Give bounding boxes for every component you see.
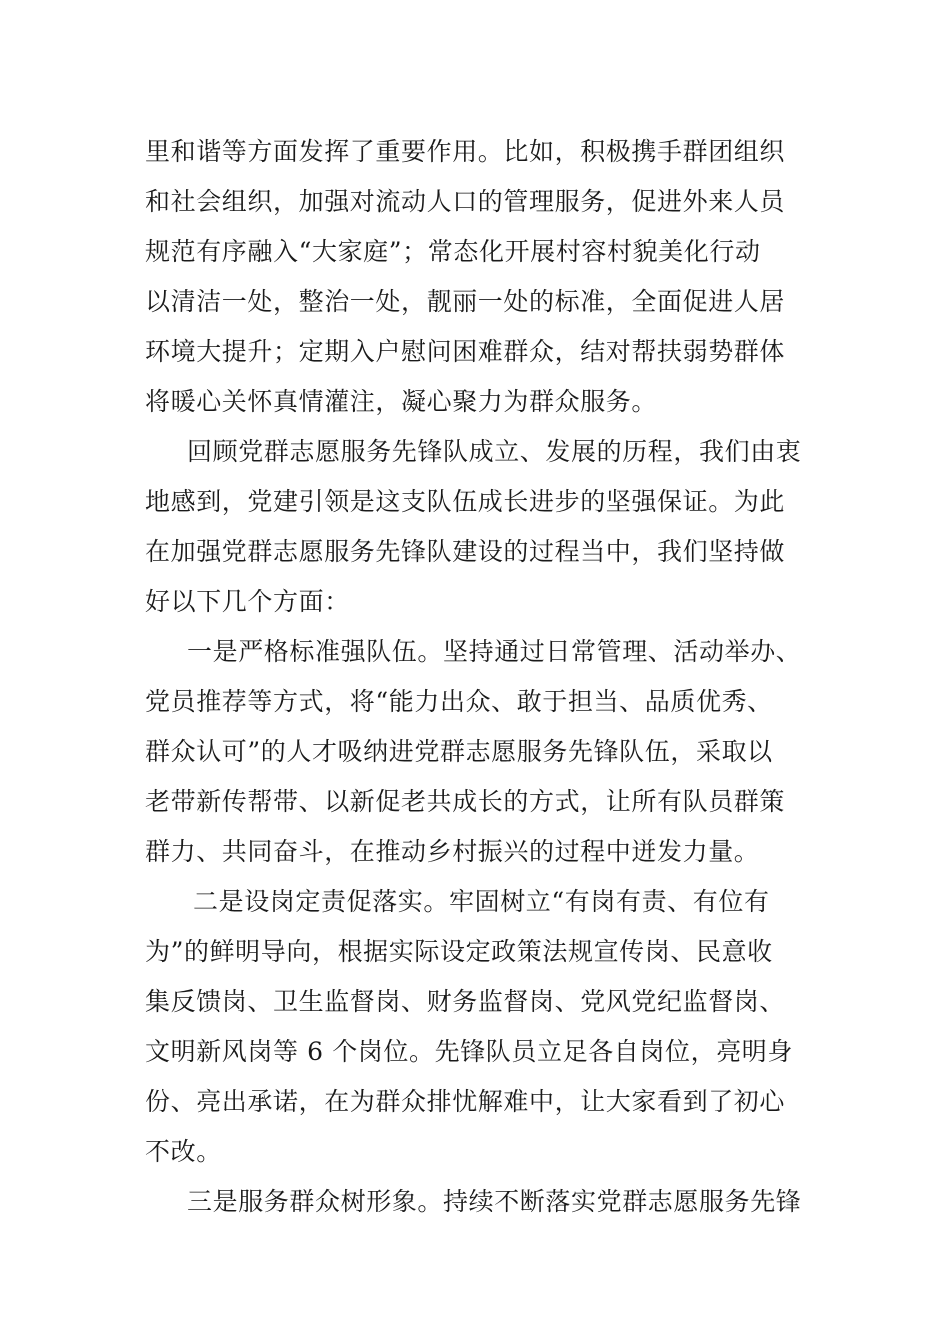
text-line: 群众认可”的人才吸纳进党群志愿服务先锋队伍，采取以 xyxy=(145,737,773,766)
text-line: 老带新传帮带、以新促老共成长的方式，让所有队员群策 xyxy=(145,787,786,816)
paragraph-first-line: 二是设岗定责促落实。牢固树立“有岗有责、有位有 xyxy=(193,887,770,916)
paragraph-first-line: 一是严格标准强队伍。坚持通过日常管理、活动举办、 xyxy=(187,637,802,666)
text-line: 不改。 xyxy=(145,1137,222,1166)
text-line: 在加强党群志愿服务先锋队建设的过程当中，我们坚持做 xyxy=(145,537,786,566)
paragraph-first-line: 回顾党群志愿服务先锋队成立、发展的历程，我们由衷 xyxy=(187,437,802,466)
paragraph-first-line: 三是服务群众树形象。持续不断落实党群志愿服务先锋 xyxy=(187,1187,802,1216)
text-line: 将暖心关怀真情灌注，凝心聚力为群众服务。 xyxy=(145,387,658,416)
text-line: 为”的鲜明导向，根据实际设定政策法规宣传岗、民意收 xyxy=(145,937,773,966)
text-line: 环境大提升；定期入户慰问困难群众，结对帮扶弱势群体 xyxy=(145,337,786,366)
text-line: 好以下几个方面： xyxy=(145,587,350,616)
text-line: 里和谐等方面发挥了重要作用。比如，积极携手群团组织 xyxy=(145,137,786,166)
text-line: 份、亮出承诺，在为群众排忧解难中，让大家看到了初心 xyxy=(145,1087,786,1116)
text-line: 和社会组织，加强对流动人口的管理服务，促进外来人员 xyxy=(145,187,786,216)
text-line: 规范有序融入“大家庭”；常态化开展村容村貌美化行动 xyxy=(145,237,761,266)
text-line: 地感到，党建引领是这支队伍成长进步的坚强保证。为此 xyxy=(145,487,786,516)
text-line: 以清洁一处，整治一处，靓丽一处的标准，全面促进人居 xyxy=(145,287,786,316)
text-line: 党员推荐等方式，将“能力出众、敢于担当、品质优秀、 xyxy=(145,687,773,716)
text-line: 群力、共同奋斗，在推动乡村振兴的过程中迸发力量。 xyxy=(145,837,760,866)
text-line: 文明新风岗等 6 个岗位。先锋队员立足各自岗位，亮明身 xyxy=(145,1037,794,1066)
text-line: 集反馈岗、卫生监督岗、财务监督岗、党风党纪监督岗、 xyxy=(145,987,786,1016)
